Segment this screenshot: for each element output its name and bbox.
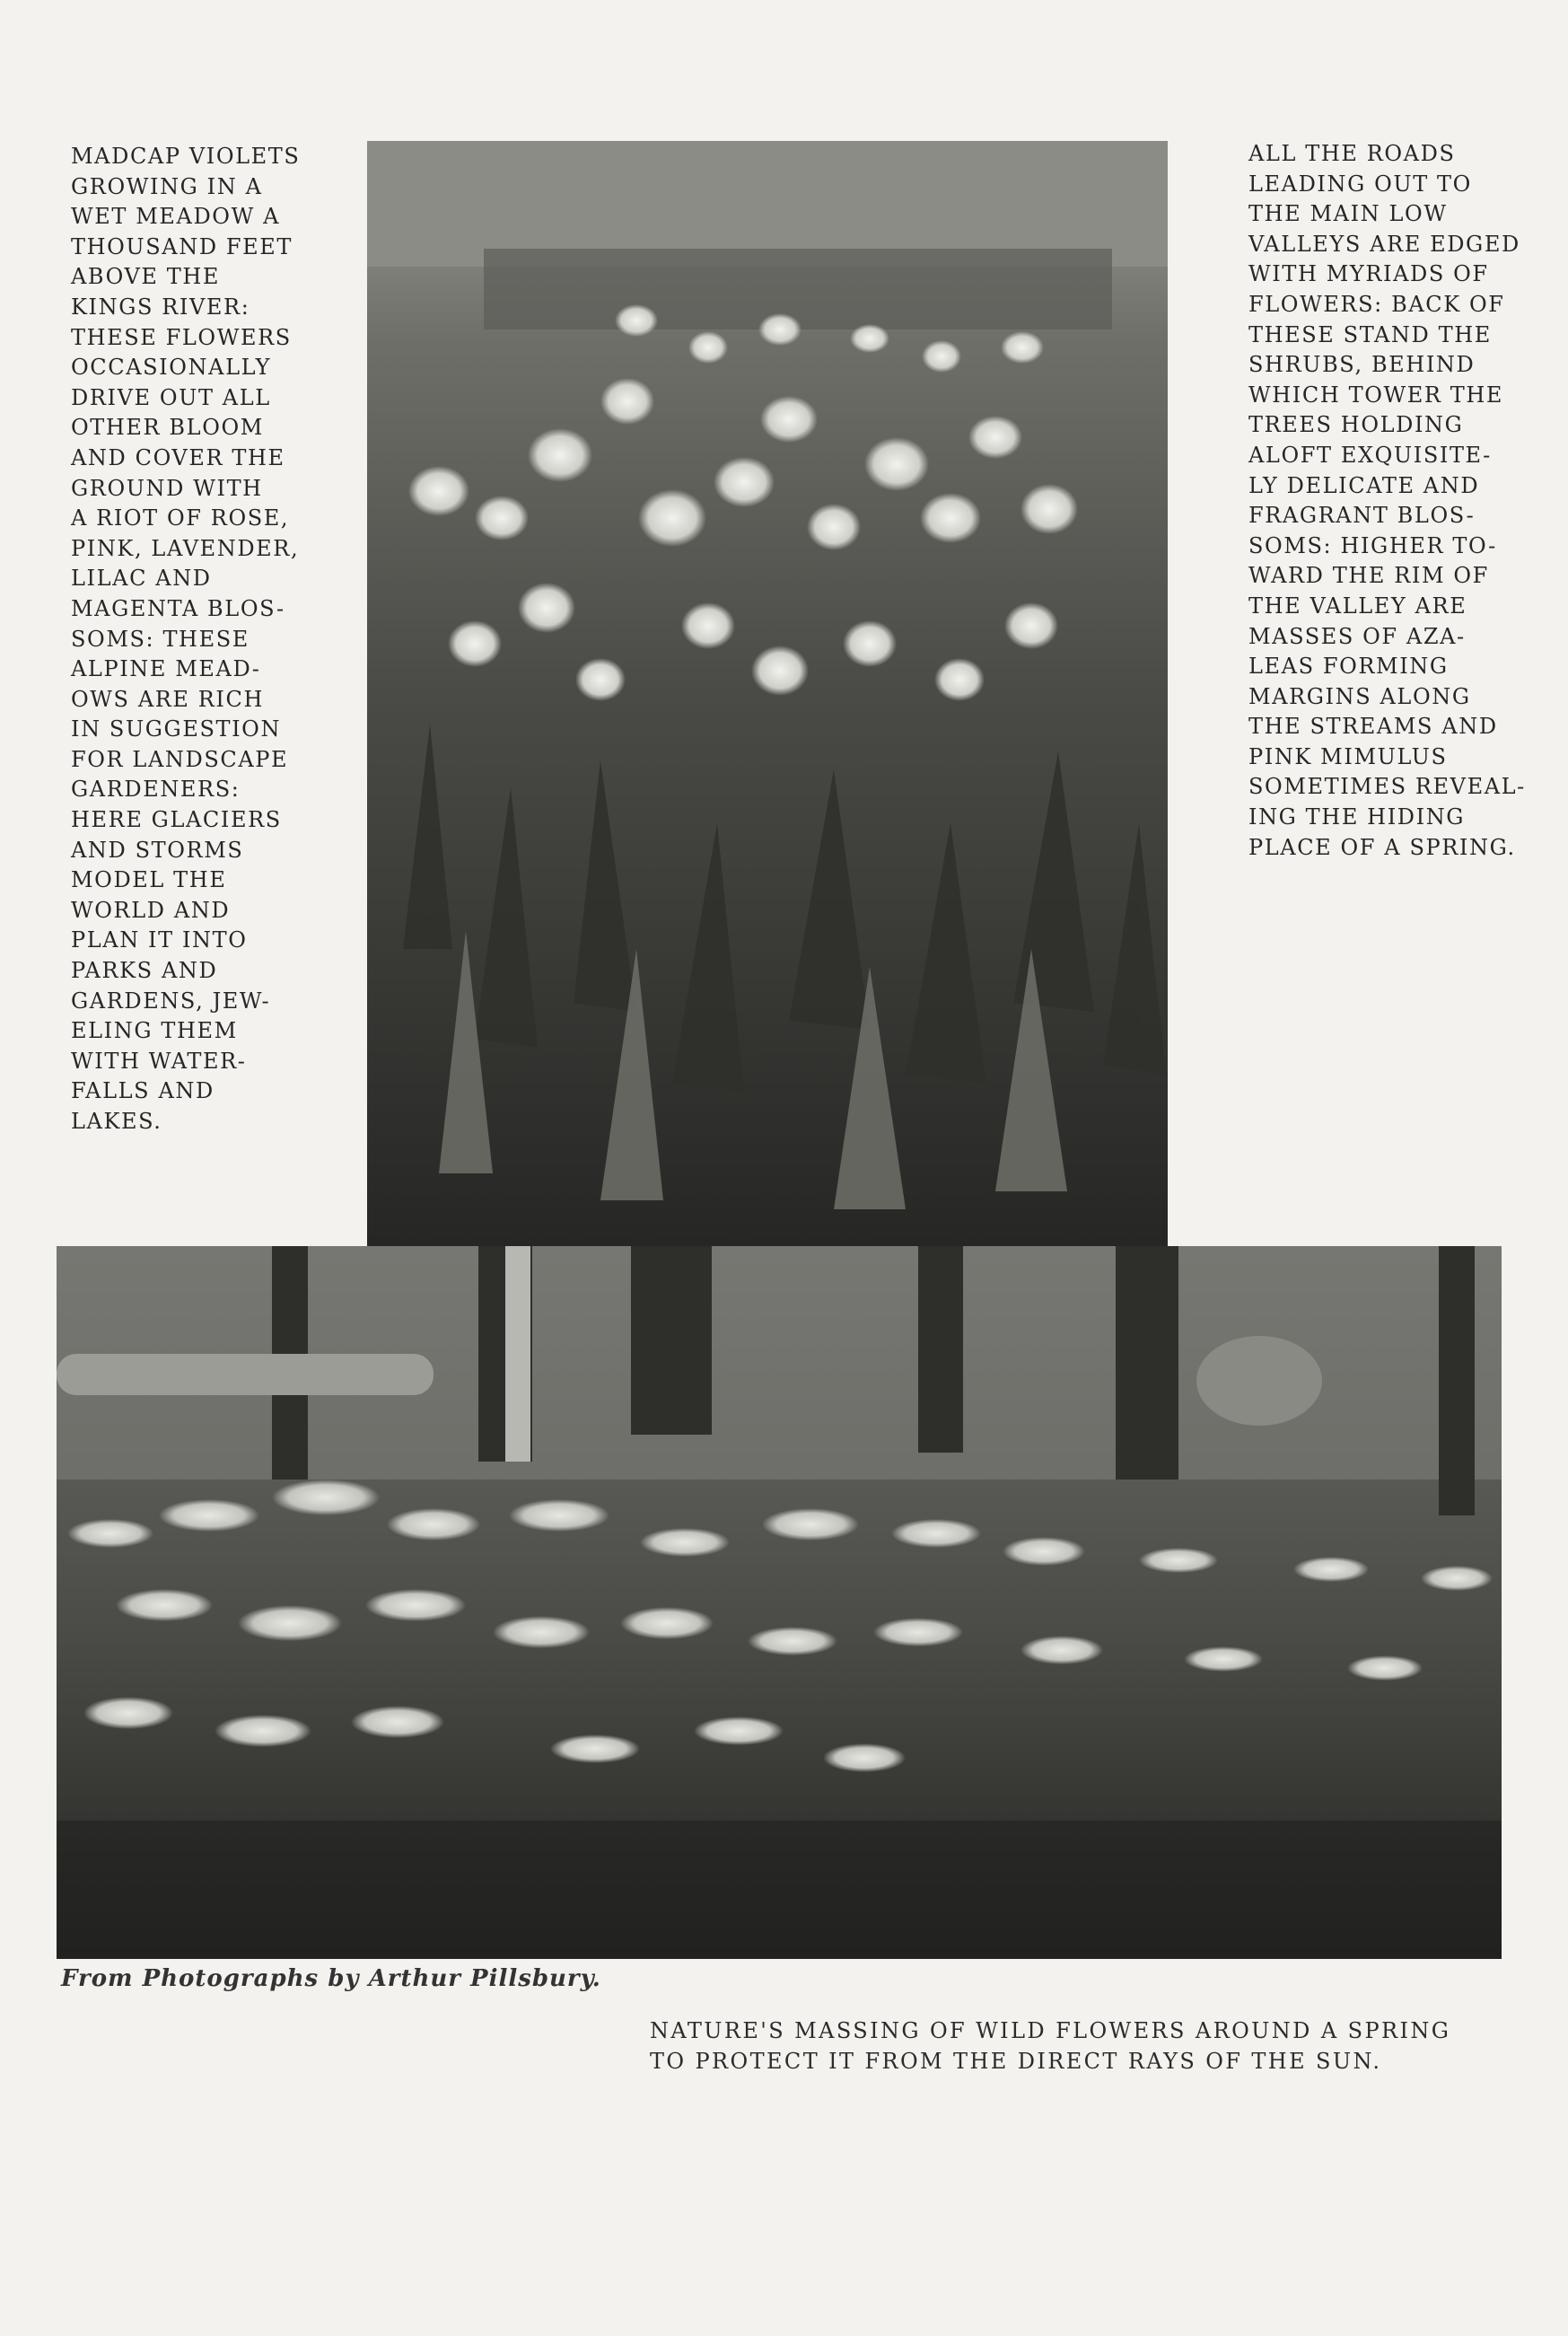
bottom-caption bbox=[650, 2015, 1458, 2077]
caption-line: NATURE'S MASSING OF WILD FLOWERS AROUND A SPRING bbox=[650, 2018, 1451, 2043]
caption-line: GARDENS, JEW- bbox=[71, 988, 271, 1014]
forest-spring-photo bbox=[57, 1246, 1502, 1959]
violets-meadow-illustration bbox=[367, 141, 1168, 1247]
caption-line: HERE GLACIERS bbox=[71, 807, 282, 833]
caption-line: WET MEADOW A bbox=[71, 204, 280, 230]
caption-line: DRIVE OUT ALL bbox=[71, 384, 271, 410]
caption-line: THE STREAMS AND bbox=[1248, 714, 1498, 740]
caption-line: AND STORMS bbox=[71, 837, 244, 863]
caption-line: GARDENERS: bbox=[71, 777, 241, 803]
caption-line: GROUND WITH bbox=[71, 475, 263, 501]
caption-line: FALLS AND bbox=[71, 1078, 215, 1104]
caption-line: SHRUBS, BEHIND bbox=[1248, 352, 1476, 378]
caption-line: WITH MYRIADS OF bbox=[1248, 261, 1489, 287]
forest-spring-illustration bbox=[57, 1246, 1502, 1959]
caption-line: VALLEYS ARE EDGED bbox=[1248, 231, 1520, 257]
caption-line: SOMETIMES REVEAL- bbox=[1248, 774, 1526, 800]
caption-line: THE VALLEY ARE bbox=[1248, 593, 1467, 619]
caption-line: THOUSAND FEET bbox=[71, 233, 293, 259]
caption-line: GROWING IN A bbox=[71, 173, 263, 199]
caption-line: ING THE HIDING bbox=[1248, 804, 1466, 830]
caption-line: PLAN IT INTO bbox=[71, 927, 248, 953]
caption-line: LEAS FORMING bbox=[1248, 654, 1449, 680]
caption-line: MODEL THE bbox=[71, 867, 227, 893]
caption-line: MARGINS ALONG bbox=[1248, 683, 1471, 709]
caption-line: MAGENTA BLOS- bbox=[71, 595, 285, 621]
caption-line: ELING THEM bbox=[71, 1018, 238, 1044]
caption-line: SOMS: THESE bbox=[71, 626, 250, 652]
caption-line: TO PROTECT IT FROM THE DIRECT RAYS OF THE SUN. bbox=[650, 2049, 1382, 2074]
violets-meadow-photo bbox=[367, 141, 1168, 1247]
caption-line: OTHER BLOOM bbox=[71, 415, 264, 441]
photo-credit: From Photographs by Arthur Pillsbury. bbox=[61, 1965, 601, 1992]
caption-line: PINK MIMULUS bbox=[1248, 743, 1448, 769]
caption-line: THESE STAND THE bbox=[1248, 321, 1492, 347]
caption-line: AND COVER THE bbox=[71, 444, 285, 470]
right-caption bbox=[1248, 139, 1526, 863]
caption-line: IN SUGGESTION bbox=[71, 716, 282, 742]
caption-line: LAKES. bbox=[71, 1109, 162, 1134]
caption-line: OWS ARE RICH bbox=[71, 686, 265, 712]
caption-line: A RIOT OF ROSE, bbox=[71, 505, 290, 531]
left-caption bbox=[71, 142, 300, 1137]
caption-line: ALOFT EXQUISITE- bbox=[1248, 442, 1492, 468]
caption-line: WITH WATER- bbox=[71, 1048, 247, 1074]
caption-line: ABOVE THE bbox=[71, 264, 221, 290]
caption-line: LY DELICATE AND bbox=[1248, 472, 1480, 498]
caption-line: FOR LANDSCAPE bbox=[71, 746, 289, 772]
caption-line: FRAGRANT BLOS- bbox=[1248, 503, 1476, 529]
caption-line: WHICH TOWER THE bbox=[1248, 382, 1504, 408]
caption-line: PINK, LAVENDER, bbox=[71, 535, 300, 561]
caption-line: THESE FLOWERS bbox=[71, 324, 292, 350]
caption-line: WORLD AND bbox=[71, 897, 231, 923]
caption-line: MADCAP VIOLETS bbox=[71, 144, 301, 169]
caption-line: LILAC AND bbox=[71, 566, 212, 592]
caption-line: LEADING OUT TO bbox=[1248, 171, 1472, 197]
caption-line: KINGS RIVER: bbox=[71, 294, 250, 320]
caption-line: MASSES OF AZA- bbox=[1248, 623, 1466, 649]
caption-line: ALPINE MEAD- bbox=[71, 656, 261, 682]
caption-line: PARKS AND bbox=[71, 958, 218, 984]
caption-line: THE MAIN LOW bbox=[1248, 201, 1448, 227]
caption-line: ALL THE ROADS bbox=[1248, 141, 1456, 166]
caption-line: SOMS: HIGHER TO- bbox=[1248, 532, 1497, 558]
caption-line: WARD THE RIM OF bbox=[1248, 563, 1489, 589]
caption-line: TREES HOLDING bbox=[1248, 412, 1464, 438]
caption-line: FLOWERS: BACK OF bbox=[1248, 291, 1505, 317]
caption-line: PLACE OF A SPRING. bbox=[1248, 834, 1516, 860]
caption-line: OCCASIONALLY bbox=[71, 355, 272, 381]
